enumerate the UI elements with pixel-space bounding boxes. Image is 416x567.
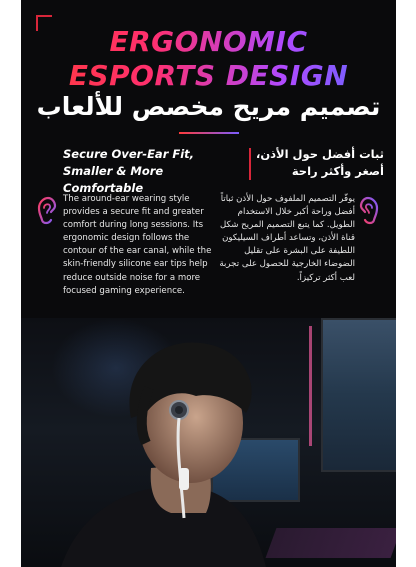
subtitle-en-line-2: Smaller & More Comfortable bbox=[63, 164, 164, 195]
ear-icon bbox=[35, 196, 57, 226]
body-text-arabic: يوفّر التصميم الملفوف حول الأذن ثباتاً أفضل وراحة أكبر خلال الاستخدام الطويل. كما يتبع التصميم المريح شكل قناة الأذن، وتساعد أطراف السيليكون اللطيفة على البشرة على تقليل الضوضاء الخارجية للحصول على تجربة لعب أكثر تركيزاً. bbox=[219, 194, 355, 283]
ear-icon bbox=[359, 196, 381, 226]
title-line-1: ERGONOMIC bbox=[21, 26, 396, 58]
title-divider bbox=[179, 132, 239, 134]
subtitle-english bbox=[63, 146, 243, 197]
subtitle-ar-line-2: أصغر وأكثر راحة bbox=[291, 164, 384, 178]
subtitle-en-line-1: Secure Over-Ear Fit, bbox=[63, 147, 195, 161]
product-panel bbox=[21, 0, 396, 567]
arabic-title: تصميم مريح مخصص للألعاب bbox=[36, 92, 381, 121]
subtitle-arabic bbox=[234, 146, 384, 180]
body-text-english: The around-ear wearing style provides a secure fit and greater comfort during long sessions. Its ergonomic design follows the contour of the ear canal, while the skin-friendly silicone ear tips help reduce outside noise for a more focused gaming experience. bbox=[63, 194, 212, 296]
subtitle-ar-line-1: ثبات أفضل حول الأذن، bbox=[255, 147, 384, 161]
gamer-figure bbox=[21, 318, 396, 567]
title-line-2: ESPORTS DESIGN bbox=[21, 60, 396, 92]
gamer-photo bbox=[21, 318, 396, 567]
